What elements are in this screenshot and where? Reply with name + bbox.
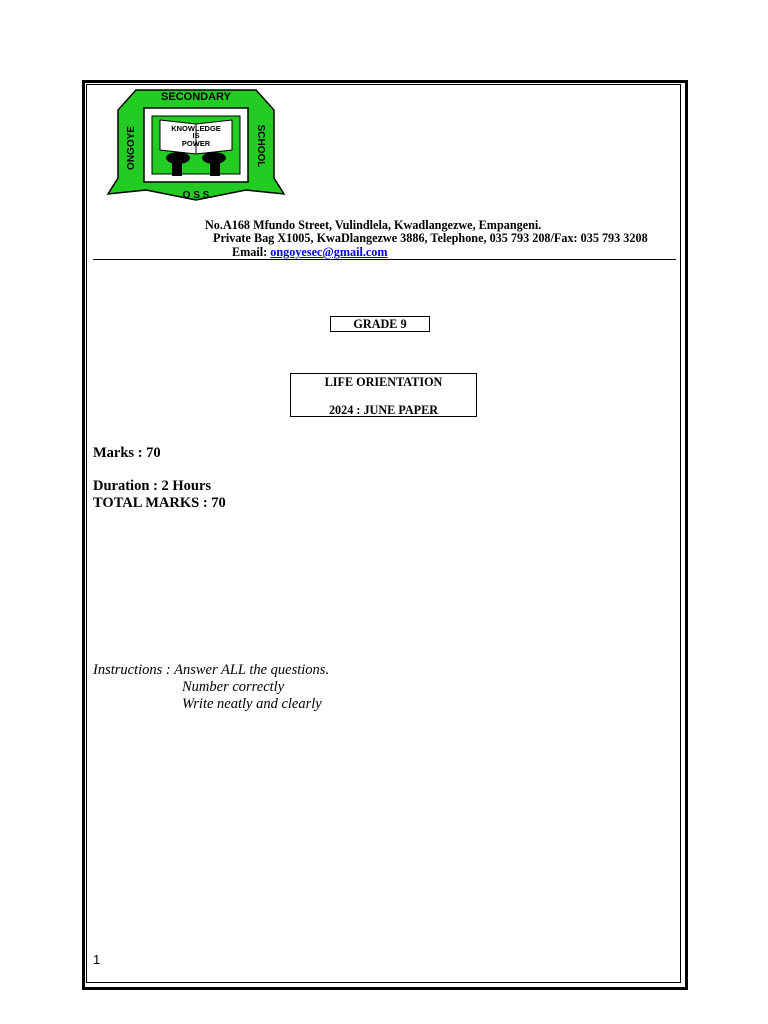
- email-line: [232, 245, 388, 259]
- logo-book-line1: KNOWLEDGE: [171, 124, 221, 133]
- logo-right-text: SCHOOL: [255, 124, 266, 168]
- marks-text: Marks : 70: [93, 445, 161, 461]
- logo-bottom-text: O S S: [182, 190, 210, 201]
- instruction-3: Write neatly and clearly: [182, 696, 322, 712]
- page-number: 1: [93, 952, 101, 967]
- paper-title: 2024 : JUNE PAPER: [328, 403, 439, 417]
- school-logo: [106, 86, 286, 204]
- total-marks-text: TOTAL MARKS : 70: [93, 495, 226, 511]
- subject-title: LIFE ORIENTATION: [324, 375, 443, 389]
- logo-left-text: ONGOYE: [126, 126, 137, 170]
- logo-book-line2: IS: [192, 131, 200, 140]
- instructions-line-1: [93, 662, 329, 679]
- instruction-2: Number correctly: [182, 679, 285, 695]
- address-line-2: Private Bag X1005, KwaDlangezwe 3886, Telephone, 035 793 208/Fax: 035 793 3208: [213, 231, 648, 245]
- instructions-label: Instructions :: [93, 662, 175, 678]
- grade-box: GRADE 9: [330, 316, 430, 332]
- email-link[interactable]: ongoyesec@gmail.com: [270, 245, 388, 259]
- logo-book-line3: POWER: [181, 139, 211, 148]
- header-divider: [93, 259, 676, 260]
- email-label: Email:: [232, 245, 268, 259]
- subject-box: [290, 373, 477, 417]
- duration-text: Duration : 2 Hours: [93, 478, 212, 494]
- address-line-1: No.A168 Mfundo Street, Vulindlela, Kwadlangezwe, Empangeni.: [205, 218, 542, 232]
- instruction-1: Answer ALL the questions.: [174, 662, 330, 678]
- logo-top-text: SECONDARY: [161, 91, 231, 103]
